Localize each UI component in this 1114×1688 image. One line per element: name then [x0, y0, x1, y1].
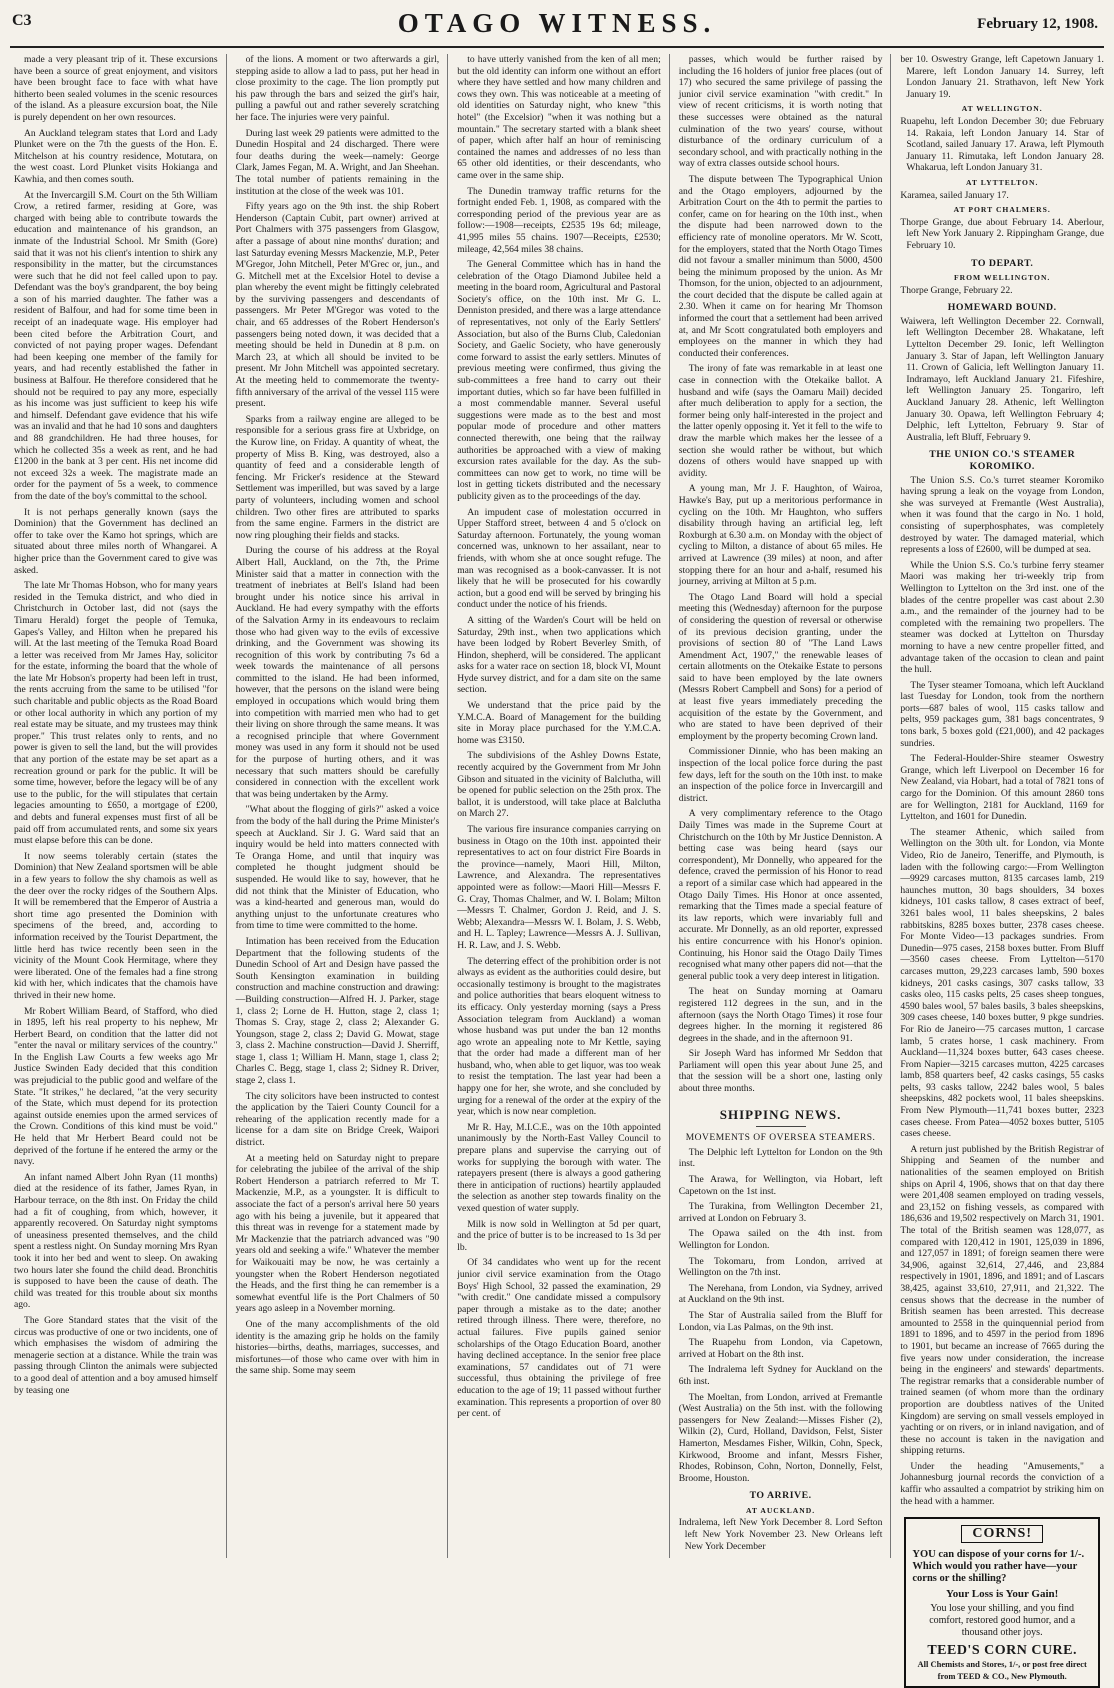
shipping-item: The Indralema left Sydney for Auckland on the 6th inst. [678, 1364, 883, 1387]
article-paragraph: It is not perhaps generally known (says the Dominion) that the Government has declined an offer to take over the Kamo hot springs, which are situated about three miles north of Whangarei. A higher price than the Government cared to give was asked. [14, 506, 218, 576]
ad-brand: TEED'S CORN CURE. [927, 1643, 1078, 1659]
article-paragraph: An infant named Albert John Ryan (11 months) died at the residence of its father, James Ryan, in Harbour terrace, on the 8th inst. On Friday the child had a fit of coughing, from which, however, it apparently recovered. On Saturday night symptoms of uneasiness presented themselves, and the child spent a restless night. On Sunday morning Mrs Ryan took it into her bed and went to sleep. On awaking two hours later she found the child dead. Bronchitis is supposed to have been the cause of death. The child was treated for this trouble about six months ago. [14, 1171, 218, 1311]
article-paragraph: A return just published by the British Registrar of Shipping and Seamen of the number and nationalities of the seamen employed on British ships on April 4, 1906, shows that on that day there were 201,408 seamen employed on trading vessels, and 23,152 on fishing vessels, as compared with 186,636 and 19,502 respectively on March 31, 1901. The total of the British seamen was 128,077, as compared with 120,412 in 1901, 125,039 in 1896, and 127,057 in 1891; of foreign seamen there were 34,906, against 32,614, 27,446, and 23,884 respectively in 1901, 1896, and 1891; and of Lascars 38,425, against 33,610, 27,911, and 21,322. The census shows that the decrease in the number of British seamen has been arrested. This decrease amounted to 2558 in the quinquennial period from 1891 to 1896, and to 4597 in the period from 1896 to 1901, but became an increase of 7665 during the five years now under consideration, the increase being in the engineers' and stewards' departments. The registrar remarks that a considerable number of trained seamen (of whom more than the ordinary proportion are doubtless natives of the United Kingdom) are serving on small vessels employed in yachting or on rivers, or in inland navigation, and of these no account is taken in the navigation and shipping returns. [900, 1143, 1104, 1457]
article-paragraph: At a meeting held on Saturday night to prepare for celebrating the jubilee of the arrival of the ship Robert Henderson a patriarch referred to Mr T. Mackenzie, M.P., as a youngster. It is difficult to associate the fact of a person's arrival here 50 years ago with his being a juvenile, but it appeared that this threat was in revenge for a statement made by Mr Mackenzie that the patriarch advanced was "90 years old and seeking a wife." Whatever the member for Waikouaiti may be now, he was certainly a youngster when the Robert Henderson negotiated the Heads, and the first thing he can remember is a somewhat eventful life is the Port Chalmers of 50 years ago asleep in a November morning. [235, 1152, 440, 1315]
article-paragraph: We understand that the price paid by the Y.M.C.A. Board of Management for the building site in Moray place purchased for the Y.M.C.A. home was £3150. [457, 700, 661, 746]
article-paragraph: A sitting of the Warden's Court will be held on Saturday, 29th inst., when two applications which have been lodged by Robert Beverley Smith, of Hindon, shepherd, will be considered. The applicant asks for a water race on section 18, block VI, Mount Hyde survey district, and for a dam site on the same section. [457, 614, 661, 696]
arrival-item: Indralema, left New York December 8. Lord Sefton left New York November 23. New Orleans left New York December [678, 1517, 883, 1552]
article-paragraph: Under the heading "Amusements," a Johannesburg journal records the conviction of a kaffir who assaulted a compatriot by striking him on the head with a hammer. [900, 1460, 1104, 1507]
article-paragraph: A very complimentary reference to the Otago Daily Times was made in the Supreme Court at Christchurch on the 10th by Mr Justice Denniston. A betting case was being heard (says our correspondent), Mr Donnelly, who appeared for the defence, craved the permission of his Honor to read a report of a similar case which had appeared in the Otago Daily Times. His Honor at once assented, remarking that the Times made a special feature of its law reports, which were invariably full and accurate. Mr Donnelly, as an old reporter, expressed his entire concurrence with his Honor's opinion. Continuing, his Honor said the Otago Daily Times recognised what many other papers did not—that the general public took a very deep interest in litigation. [678, 808, 883, 982]
from-wellington-heading: FROM WELLINGTON. [954, 273, 1051, 283]
article-paragraph: The irony of fate was remarkable in at least one case in connection with the Otekaike ballot. A husband and wife (says the Oamaru Mail) decided after much deliberation to apply for a section, the former being only half-interested in the project and the latter openly opposing it. Yet it fell to the wife to draw the marble which makes her the lessee of a section she would rather be without, but which dozens of others would have snapped up with avidity. [678, 363, 883, 479]
departure-item: Thorpe Grange, February 22. [900, 284, 1013, 296]
arrival-item: Karamea, sailed January 17. [900, 189, 1009, 201]
column-5 [900, 54, 1104, 1681]
arrivals-list [679, 1517, 883, 1552]
ad-heading: CORNS! [961, 1525, 1043, 1543]
port-chalmers-arrivals [900, 217, 1104, 252]
departures-list [900, 285, 1104, 297]
article-paragraph: During last week 29 patients were admitted to the Dunedin Hospital and 24 discharged. There were four deaths during the week—namely: George Clark, James Fegan, M. A. Wright, and Jan Sheehan. The total number of patients remaining in the institution at the close of the week was 101. [235, 127, 440, 197]
article-paragraph: The dispute between The Typographical Union and the Otago employers, adjourned by the Arbitration Court on the 4th to permit the parties to confer, came on for hearing on the 10th inst., when the dispute had been narrowed down to the efficiency rate of monoline operators. Mr W. Scott, for the employers, stated that the North Otago Times did not favour a smaller minimum than 5000, 4500 being the minimum proposed by the union. As Mr Thomson, for the union, objected to an adjournment, the court decided that the dispute be called again at 2.30. When it came on for hearing Mr Thomson informed the court that a settlement had been arrived at, and Mr Scott congratulated both employers and employees on the manner in which they had conducted their conferences. [678, 173, 883, 359]
article-paragraph: It now seems tolerably certain (states the Dominion) that New Zealand sportsmen will be able in a few years to follow the shy chamois as well as the deer over the rocky ridges of the Southern Alps. It will be remembered that the Emperor of Austria a short time ago presented the Dominion with specimens of the breed, and, according to information received by the Tourist Department, the little herd has twice recently been seen in the vicinity of the Mount Cook Hermitage, where they were liberated. One of the females had a fine strong kid with her, which indicates that the chamois have thrived in their new home. [14, 850, 218, 1001]
arrivals-continued [900, 54, 1104, 100]
to-depart-heading: TO DEPART. [970, 257, 1034, 269]
article-paragraph: of the lions. A moment or two afterwards a girl, stepping aside to allow a lad to pass, put her head in close proximity to the cage. The lion promptly put his paw through the bars and seized the girl's hair, pulling a pawful out and rather severely scratching her face. The injuries were very painful. [235, 54, 440, 123]
article-paragraph: While the Union S.S. Co.'s turbine ferry steamer Maori was making her tri-weekly trip from Wellington to Lyttelton on the 3rd inst. one of the blades of the centre propeller was cast about 2.30 a.m., and the remainder of the journey had to be completed with the remaining two propellers. The steamer was docked at Lyttelton on Thursday morning to have a new centre propeller fitted, and advantage taken of the occasion to clean and paint the hull. [900, 559, 1104, 676]
arrival-item: Thorpe Grange, due about February 14. Aberlour, left New York January 2. Rippingham Grange, due February 10. [900, 216, 1104, 251]
heading-divider [756, 1126, 806, 1127]
article-paragraph: Intimation has been received from the Education Department that the following students of the Dunedin School of Art and Design have passed the South Kensington examination in building construction and machine construction and drawing:—Building construction—Alfred H. J. Parker, stage 1, class 2; Lorne de H. Hutton, stage 2, class 1; Thomas S. Cray, stage 2, class 2; Alexander G. Youngson, stage 2, class 2; David G. Mowat, stage 3, class 2. Machine construction—David J. Sherriff, stage 1, class 1; William H. Mann, stage 1, class 2; Charles C. Begg, stage 1, class 2; Sidney R. Driver, stage 2, class 1. [235, 935, 440, 1087]
article-paragraph: The city solicitors have been instructed to contest the application by the Taieri County Council for a rehearing of the application recently made for a license for a dam site on Bridge Creek, Waipori district. [235, 1090, 440, 1149]
at-lyttelton-heading: AT LYTTELTON. [965, 177, 1039, 187]
article-paragraph: The Gore Standard states that the visit of the circus was productive of one or two incidents, one of which emphasises the wisdom of admiring the menagerie section at a distance. While the train was passing through Clinton the animals were subjected to a good deal of attention and a boy amused himself by teasing one [14, 1314, 218, 1396]
masthead [10, 4, 1104, 44]
article-paragraph: Sparks from a railway engine are alleged to be responsible for a serious grass fire at Uxbridge, on the Kurow line, on Friday. A quantity of wheat, the property of Miss B. King, was destroyed, also a quantity of feed and a considerable length of fencing. Mr Fricker's residence at the Steward Settlement was imperilled, but was saved by a large party of volunteers, including women and school children. Two other fires are attributed to sparks from the same engine. Farmers in the district are now ring ploughing their fields and stacks. [235, 413, 440, 541]
at-auckland-heading: AT AUCKLAND. [746, 1505, 816, 1515]
column-4 [679, 54, 892, 1558]
column-4-articles [679, 54, 883, 1095]
article-paragraph: Fifty years ago on the 9th inst. the ship Robert Henderson (Captain Cubit, part owner) arrived at Port Chalmers with 375 passengers from Glasgow, after a passage of about nine months' duration; and last Saturday evening Messrs Mackenzie, M.P., Peter M'Gregor, John Mitchell, Peter M'Grec or, jun., and G. Mitchell met at the Excelsior Hotel to devise a plan whereby the event might be fittingly celebrated by the surviving passengers and descendants of passengers. Mr Peter M'Gregor was voted to the chair, and 65 addresses of the Robert Henderson's passengers being noted down, it was decided that a meeting should be held in Dunedin at 8 p.m. on March 23, at which all should be invited to be present. Mr John Mitchell was appointed secretary. At the meeting held to commemorate the twenty-fifth anniversary of the arrival of the vessel 115 were present. [235, 201, 440, 410]
article-paragraph: The steamer Athenic, which sailed from Wellington on the 30th ult. for London, via Monte Video, Rio de Janeiro, Teneriffe, and Plymouth, is laden with the following cargo:—From Wellington—9929 carcases mutton, 8135 carcases lamb, 219 haunches mutton, 30 bags shoulders, 34 boxes kidneys, 101 casks tallow, 8 cases extract of beef, 3261 bales wool, 11 bales sheepskins, 2 bales rabbitskins, 8285 boxes butter, 2378 cases cheese. For Monte Video—13 packages sundries. From Dunedin—975 cases, 2158 boxes butter. From Bluff—3560 cases cheese. From Lyttelton—5170 carcases mutton, 29,223 carcases lamb, 590 boxes kidneys, 201 casks casings, 307 casks tallow, 33 casks oleo, 115 casks pelts, 25 cases sheep tongues, 4590 bales wool, 57 bales basils, 3 bales sheepskins, 309 cases cheese, 140 boxes butter, 9 pkge sundries. For Rio de Janeiro—75 carcases mutton, 1 carcase lamb, 5 crates horse, 1 cask machinery. From Auckland—11,324 boxes butter, 643 cases cheese. From Napier—3215 carcases mutton, 4225 carcases lamb, 858 quarters beef, 42 casks casings, 55 casks pelts, 93 casks tallow, 2242 bales wool, 5 bales sheepskins, 482 pockets wool, 11 bales sheepskins. From New Plymouth—11,741 boxes butter, 2323 cases cheese. From Patea—4052 boxes butter, 5105 cases cheese. [900, 826, 1104, 1140]
shipping-item: The Moeltan, from London, arrived at Fremantle (West Australia) on the 5th inst. with the following passengers for New Zealand:—Misses Fisher (2), Wilkin (2), Curd, Holland, Davidson, Felst, Sister Hamerton, Mesdames Fisher, Wilkin, Cohn, Speck, Kirkwood, Broome and infant, Messrs Fisher, Rhodes, Robinson, Cohn, Norton, Donnelly, Felst, Broome, Houston. [678, 1391, 883, 1484]
column-3 [457, 54, 670, 1558]
article-paragraph: Milk is now sold in Wellington at 5d per quart, and the price of butter is to be increased to 1s 3d per lb. [457, 1218, 661, 1253]
page-number: C3 [12, 12, 32, 29]
article-paragraph: The Dunedin tramway traffic returns for the fortnight ended Feb. 1, 1908, as compared with the corresponding period of the previous year are as follow:—1908—receipts, £2535 19s 6d; mileage, 41,995 miles 55 chains. 1907—Receipts, £2530; mileage, 42,564 miles 38 chains. [457, 185, 661, 255]
ad-body: YOU can dispose of your corns for 1/-. Which would you rather have—your corns or the shilling? [912, 1548, 1085, 1584]
article-paragraph: The subdivisions of the Ashley Downs Estate, recently acquired by the Government from Mr John Gibson and situated in the vicinity of Balclutha, will be opened for public selection on the 25th prox. The ballot, it is understood, will take place at Balclutha on March 27. [457, 750, 661, 820]
columns [14, 54, 1104, 1681]
column-2 [236, 54, 449, 1558]
article-paragraph: The Federal-Houlder-Shire steamer Oswestry Grange, which left Liverpool on December 16 for New Zealand, via Hobart, had a total of 7821 tons of cargo for the Dominion. Of this amount 2860 tons are for Wellington, 2181 for Auckland, 1169 for Lyttelton, and 1601 for Dunedin. [900, 753, 1104, 823]
article-paragraph: Sir Joseph Ward has informed Mr Seddon that Parliament will open this year about June 25, and that the session will be a short one, lasting only about three months. [678, 1048, 883, 1095]
shipping-subheading: MOVEMENTS OF OVERSEA STEAMERS. [685, 1133, 876, 1144]
union-co-heading: THE UNION CO.'S STEAMER KOROMIKO. [929, 449, 1076, 472]
ad-footer: All Chemists and Stores, 1/-, or post free direct from TEED & CO., New Plymouth. [917, 1659, 1087, 1681]
article-paragraph: One of the many accomplishments of the old identity is the amazing grip he holds on the family histories—births, deaths, marriages, successes, and misfortunes—of those who came over with him in the same ship. Some may seem [235, 1318, 440, 1377]
article-paragraph: The heat on Sunday morning at Oamaru registered 112 degrees in the sun, and in the afternoon (says the North Otago Times) it rose four degrees higher. In the morning it registered 86 degrees in the shade, and in the afternoon 91. [678, 986, 883, 1044]
at-wellington-heading: AT WELLINGTON. [961, 104, 1043, 114]
ad-tagline: Your Loss is Your Gain! [946, 1587, 1059, 1600]
article-paragraph: At the Invercargill S.M. Court on the 5th William Crow, a retired farmer, residing at Gore, was charged with being able to contribute towards the education and maintenance of his grandson, an inmate of the Industrial School. Mr Smith (Gore) said that it was not his client's intention to shirk any responsibility in the matter, but the circumstances were such that he did not feel called upon to pay. Defendant was the boy's grandparent, the boy being a son of his married daughter. The father was a resident of Balfour, and had for some time been in receipt of an inadequate wage. His employer had been cited before the Arbitration Court, and convicted of not paying proper wages. Defendant had been keeping one member of the family for years, and had recently established the father in business at Balfour. He therefore considered that he should not be required to pay any more, especially as his income was just sufficient to keep his wife and himself. Defendant gave evidence that his wife was an invalid and that he had 10 sons and daughters and 88 grandchildren. He had three houses, for which he collected 35s a week as rent, and he had £1200 in the bank at 3 per cent. His net income did not exceed 32s a week. The magistrate made an order for the payment of 5s a week, to commence from the date of the boy's committal to the school. [14, 189, 218, 502]
wellington-arrivals [900, 116, 1104, 174]
article-paragraph: Mr Robert William Beard, of Stafford, who died in 1895, left his real property to his nephew, Mr Herbert Beard, on condition that the latter did not "enter the naval or military services of the country." In the English Law Courts a few weeks ago Mr Justice Swinden Eady decided that this condition was prejudicial to the public good and welfare of the State. "It strikes," he declared, "at the very security of the State, which must depend for its protection against outside enemies upon the armed services of the Crown. Conditions of this kind must be void." He held that Mr Herbert Beard could not be deprived of the fortune if he entered the army or the navy. [14, 1005, 218, 1168]
masthead-rule [10, 46, 1104, 48]
article-paragraph: During the course of his address at the Royal Albert Hall, Auckland, on the 7th, the Prime Minister said that a matter in connection with the treatment of inebriates at Bell's Island had been brought under his notice since his arrival in Auckland. He had every sympathy with the efforts of the Salvation Army in its endeavours to reclaim those who had given way to the evils of excessive drinking, and the Government was showing its recognition of this work by contributing 7s 6d a week towards the maintenance of all persons committed to the island. He had been informed, however, that the persons on the island were being employed in occupations which would bring them into competition with married men who had to get their living on shore through the same means. It was a recognised principle that where Government money was used in any form it should not be used for the purpose of hurting others, and it was necessary that such matters should be carefully considered in connection with the excellent work that was being undertaken by the Army. [235, 545, 440, 800]
column-5-articles [900, 475, 1104, 1508]
article-paragraph: The late Mr Thomas Hobson, who for many years resided in the Temuka district, and who died in Christchurch in October last, did not (says the Timaru Herald) forget the people of Temuka, Gapes's Valley, and Hilton when he prepared his will. At the last meeting of the Temuka Road Board a letter was received from Mr James Hay, solicitor for the estate, informing the board that the whole of the late Mr Hobson's property had been left in trust, the rents accruing from the same to be utilised "for such charitable and public objects as the Road Board or other local authority in which any portion of my real estate may be situate, and my trustees may think proper." This trust relates only to rents, and no power is given to sell the land, but the will provides that any portion of the estate may be set apart as a recreation ground or park for the public. It will be some time, however, before the legacy will be of any use to the public, for the will stipulates that certain legacies amounting to £650, a mortgage of £200, and debts and funeral expenses must first of all be paid off from accumulated rents, and some six years must elapse before this can be done. [14, 580, 218, 847]
issue-date: February 12, 1908. [977, 16, 1098, 32]
shipping-item: The Delphic left Lyttelton for London on the 9th inst. [678, 1146, 883, 1170]
to-arrive-heading: TO ARRIVE. [749, 1490, 812, 1502]
article-paragraph: to have utterly vanished from the ken of all men; but the old identity can inform one without an effort where they have settled and how many children and cows they own. This was noticeable at a meeting of old identities on Saturday night, who knew "this hotel" (the Excelsior) "when it was nothing but a mountain." The secretary started with a blank sheet of paper, which after half an hour of reminiscing contained the names and addresses of no less than 65 other old identities, or their descendants, who came over in the same ship. [457, 54, 661, 181]
corns-advertisement [904, 1517, 1100, 1688]
article-paragraph: An impudent case of molestation occurred in Upper Stafford street, between 4 and 5 o'clock on Saturday afternoon. Fortunately, the young woman concerned was, unknown to her assailant, near to friends, with whom she at once sought refuge. The man was recognised as a book-canvasser. It is not likely that he will be prosecuted for his cowardly action, but a good end will be served by bringing his conduct under the notice of his friends. [457, 506, 661, 611]
homeward-bound-heading: HOMEWARD BOUND. [947, 302, 1057, 314]
article-paragraph: An Auckland telegram states that Lord and Lady Plunket were on the 7th the guests of the Hon. E. Mitchelson at his country residence, Motutara, on the west coast. Lord Plunket visits Hokianga and Kawhia, and then comes south. [14, 127, 218, 185]
lyttelton-arrivals [900, 190, 1104, 202]
shipping-item: The Tokomaru, from London, arrived at Wellington on the 7th inst. [678, 1255, 883, 1279]
ad-text: You lose your shilling, and you find comfort, restored good humor, and a thousand other joys. [929, 1603, 1076, 1639]
shipping-item: The Opawa sailed on the 4th inst. from Wellington for London. [678, 1228, 883, 1251]
arrival-item: Ruapehu, left London December 30; due February 14. Rakaia, left London January 14. Star of Scotland, sailed January 17. Arawa, left Plymouth January 11. Rimutaka, left London January 28. Whakarua, left London January 31. [900, 115, 1104, 174]
article-paragraph: The Otago Land Board will hold a special meeting this (Wednesday) afternoon for the purpose of considering the question of reversal or otherwise of its previous decision granting, under the provisions of section 80 of "The Land Laws Amendment Act, 1907," the renewable leases of certain allotments on the Otekaike Estate to persons said to have been employed by the late owners (Messrs Robert Campbell and Sons) for a period of at least five years immediately preceding the acquisition of the estate by the Government, and who are stated to have been deprived of their employment by the property becoming Crown land. [678, 591, 883, 742]
homeward-item: Waiwera, left Wellington December 22. Cornwall, left Wellington December 28. Whakatane, left Lyttelton December 29. Ionic, left Wellington January 3. Star of Japan, left Wellington January 11. Crown of Galicia, left Wellington January 11. Indramayo, left Auckland January 21. Fifeshire, left Wellington January 25. Tongariro, left Auckland January 28. Athenic, left Wellington January 30. Opawa, left Wellington February 4; Delphic, left Lyttelton, February 9. Star of Australia, left Bluff, February 9. [900, 315, 1104, 443]
shipping-item: The Star of Australia sailed from the Bluff for London, via Las Palmas, on the 9th inst. [678, 1309, 883, 1333]
article-paragraph: "What about the flogging of girls?" asked a voice from the body of the hall during the Prime Minister's speech at Auckland. Sir J. G. Ward said that an inquiry would be held into matters connected with Te Oranga Home, and until that inquiry was completed he thought judgment should be suspended. He would like to say, however, that he did not think that the Minister of Education, who was a kind-hearted and generous man, would do anything unjust to the unfortunate creatures who from time to time were committed to the home. [235, 804, 440, 932]
article-paragraph: Mr R. Hay, M.I.C.E., was on the 10th appointed unanimously by the North-East Valley Council to prepare plans and supervise the carrying out of works for supplying the borough with water. The ratepayers present (there is always a good gathering there in anticipation of ructions) heartily applauded the selection as another step towards finality on the vexed question of water supply. [457, 1121, 661, 1214]
article-paragraph: passes, which would be further raised by including the 16 holders of junior free places (out of 17) who secured the same privilege of passing the junior civil service examination "with credit." In view of recent criticisms, it is worth noting that these successes were obtained as the natural culmination of the two years' course, without disturbance of the ordinary curriculum of a secondary school, and with practically nothing in the way of extra classes outside school hours. [678, 54, 883, 170]
article-paragraph: The Tyser steamer Tomoana, which left Auckland last Tuesday for London, took from the northern ports—687 bales of wool, 115 casks tallow and pelts, 959 packages gum, 381 bags concentrates, 9 tons bark, 5 boxes gold (£21,000), and 42 packages sundries. [900, 679, 1104, 749]
article-paragraph: The Union S.S. Co.'s turret steamer Koromiko having sprung a leak on the voyage from London, she was surveyed at Fremantle (West Australia), when it was found that the cargo in No. 1 hold, consisting of superphosphates, was completely destroyed by water. The damaged material, which represents a loss of £2600, will be dumped at sea. [900, 474, 1104, 556]
article-paragraph: Commissioner Dinnie, who has been making an inspection of the local police force during the past few days, left for the south on the 10th inst. to make an inspection of the police force in Invercargill and district. [678, 746, 883, 804]
newspaper-title: OTAGO WITNESS. [397, 8, 717, 38]
article-paragraph: A young man, Mr J. F. Haughton, of Wairoa, Hawke's Bay, put up a meritorious performance in cycling on the 10th. Mr Haughton, who suffers disability through having an artificial leg, left Roxburgh at 6.30 a.m. on Monday with the object of cycling to Milton, a distance of about 65 miles. He arrived at Lawrence (39 miles) at noon, and after stopping there for an hour and a-half, resumed his journey, arriving at Milton at 5 p.m. [678, 483, 883, 588]
article-paragraph: The General Committee which has in hand the celebration of the Otago Diamond Jubilee held a meeting in the board room, Agricultural and Pastoral Society's office, on the 10th inst. Mr G. L. Denniston presided, and there was a large attendance of representatives, not only of the Early Settlers' Association, but also of the Burns Club, Caledonian Society, and Gaelic Society, who have generously come forward to assist the early settlers. Minutes of previous meeting were confirmed, thus giving the sub-committees a free hand to carry out their important duties, which so far have been fulfilled in a most commendable manner. Several useful suggestions were made as to the best and most popular mode of procedure and other matters connected therewith, one being that the railway authorities be approached with a view of making excursion rates available for the day. As the sub-committees can now get to work, no time will be lost in getting tickets distributed and the necessary publicity given as to the proceedings of the day. [457, 259, 661, 502]
column-1 [14, 54, 227, 1558]
shipping-heading: SHIPPING NEWS. [719, 1106, 842, 1122]
shipping-item: The Nerehana, from London, via Sydney, arrived at Auckland on the 9th inst. [678, 1282, 883, 1306]
shipping-movements [679, 1147, 883, 1484]
homeward-list [900, 316, 1104, 444]
article-paragraph: made a very pleasant trip of it. These excursions have been a source of great enjoyment, and visitors have been brought face to face with what have hitherto been sealed volumes in the scenic resources of the island. As a pleasure excursion boat, the Nile is purely dependent on her own resources. [14, 54, 218, 123]
shipping-item: The Ruapehu from London, via Capetown, arrived at Hobart on the 8th inst. [678, 1337, 883, 1360]
arrival-item: ber 10. Oswestry Grange, left Capetown January 1. Marere, left London January 14. Surrey, left London January 21. Strathavon, left New York January 19. [900, 54, 1104, 100]
article-paragraph: The various fire insurance companies carrying on business in Otago on the 10th inst. appointed their representatives to act on four district Fire Boards in the province—namely, Maori Hill, Milton, Lawrence, and Alexandra. The representatives appointed were as follow:—Maori Hill—Messrs F. G. Cray, Thomas Chalmer, and W. I. Bolam; Milton—Messrs T. Chalmer, Gordon J. Reid, and J. S. Webb; Alexandra—Messrs W. I. Bolam, J. S. Webb, and H. L. Tapley; Lawrence—Messrs A. J. Sullivan, H. R. Law, and J. S. Webb. [457, 824, 661, 951]
article-paragraph: The deterring effect of the prohibition order is not always as evident as the authorities could desire, but occasionally testimony is brought to the magistrates and police authorities that bears eloquent witness to its efficacy. Only yesterday morning (says a Press Association telegram from Auckland) a woman whose husband was put under the ban 12 months ago wrote an appealing note to Mr Kettle, saying that the order had made a different man of her husband, who, when able to get liquor, was too weak to resist the temptation. The last year had been a happy one for her, she wrote, and she concluded by urging for a renewal of the order at the expiry of the year, which is now near completion. [457, 955, 661, 1118]
shipping-item: The Turakina, from Wellington December 21, arrived at London on February 3. [678, 1201, 883, 1224]
shipping-item: The Arawa, for Wellington, via Hobart, left Capetown on the 1st inst. [678, 1174, 883, 1197]
article-paragraph: Of 34 candidates who went up for the recent junior civil service examination from the Otago Boys' High School, 32 passed the examination, 29 "with credit." One candidate missed a compulsory paper through a mistake as to the date; another retired through illness. There were, therefore, no actual failures. Five pupils gained senior scholarships of the Otago Education Board, another having declined acceptance. In the senior free place examinations, 57 candidates out of 71 were successful, thus obtaining the privilege of free education to the age of 19; 11 passed without further examination. This represents a proportion of over 80 per cent. of [457, 1257, 661, 1420]
at-port-chalmers-heading: AT PORT CHALMERS. [953, 205, 1051, 215]
